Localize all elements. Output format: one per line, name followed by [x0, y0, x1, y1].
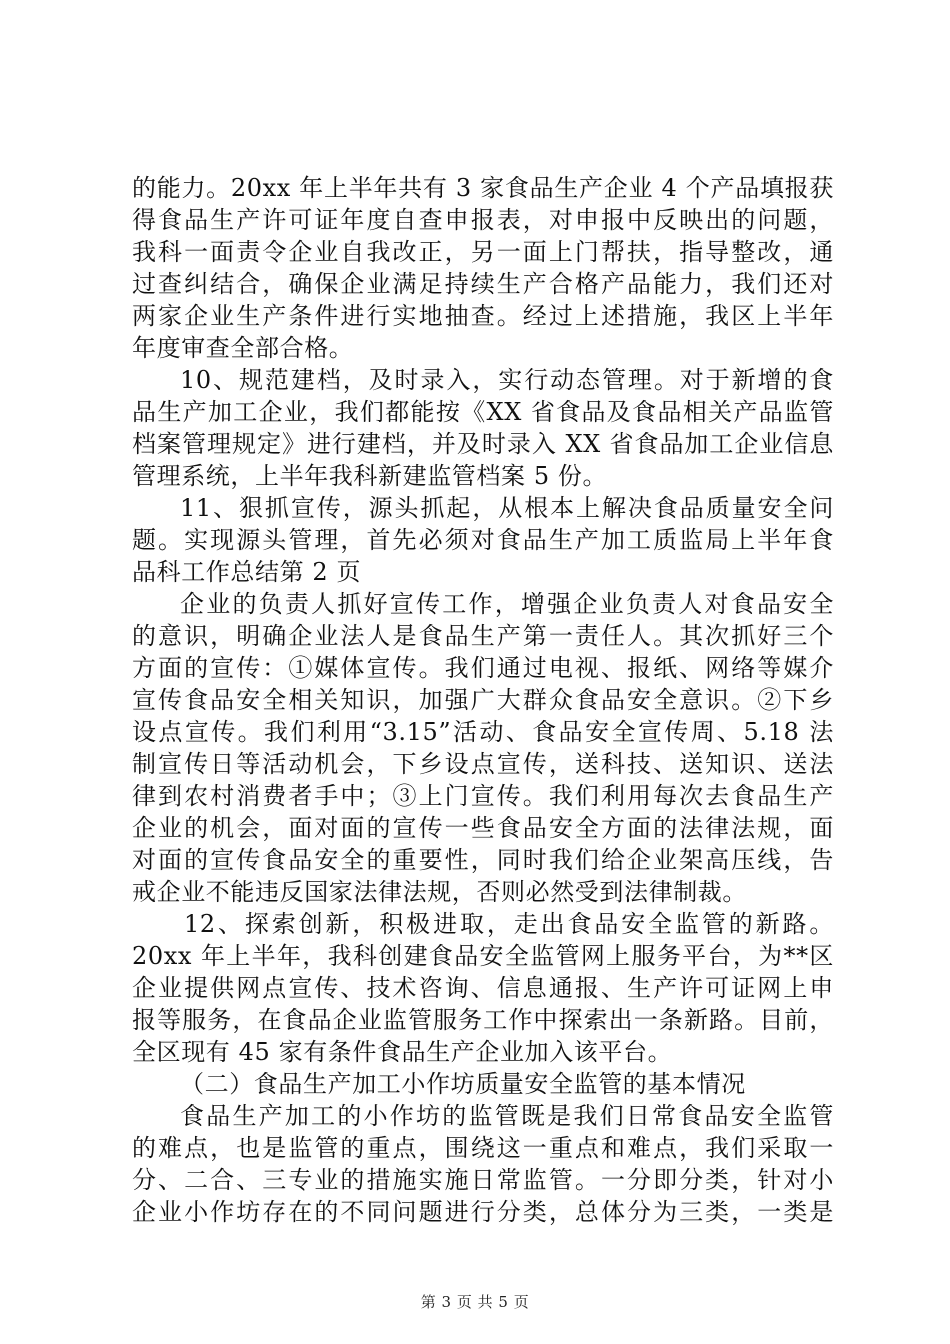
- text-line: 品生产加工企业，我们都能按《XX 省食品及食品相关产品监管: [132, 398, 834, 426]
- page-number-footer: 第 3 页 共 5 页: [420, 1293, 530, 1311]
- text-line: 得食品生产许可证年度自查申报表，对申报中反映出的问题，: [132, 206, 834, 234]
- text-line: 年度审查全部合格。: [132, 334, 354, 362]
- text-line: 两家企业生产条件进行实地抽查。经过上述措施，我区上半年: [132, 302, 834, 330]
- text-line: 题。实现源头管理，首先必须对食品生产加工质监局上半年食: [132, 526, 834, 554]
- text-line: 制宣传日等活动机会，下乡设点宣传，送科技、送知识、送法: [132, 750, 834, 778]
- text-line: 全区现有 45 家有条件食品生产企业加入该平台。: [132, 1038, 673, 1066]
- text-line: 对面的宣传食品安全的重要性，同时我们给企业架高压线，告: [132, 846, 834, 874]
- text-line: 食品生产加工的小作坊的监管既是我们日常食品安全监管: [180, 1102, 834, 1130]
- text-line: 设点宣传。我们利用“3.15”活动、食品安全宣传周、5.18 法: [132, 718, 834, 746]
- text-line: 过查纠结合，确保企业满足持续生产合格产品能力，我们还对: [132, 270, 834, 298]
- text-line: 20xx 年上半年，我科创建食品安全监管网上服务平台，为**区: [132, 942, 834, 970]
- text-line: 10、规范建档，及时录入，实行动态管理。对于新增的食: [180, 366, 834, 394]
- text-line: 分、二合、三专业的措施实施日常监管。一分即分类，针对小: [132, 1166, 834, 1194]
- text-line: 方面的宣传：①媒体宣传。我们通过电视、报纸、网络等媒介: [132, 654, 834, 682]
- text-line: 12、探索创新，积极进取，走出食品安全监管的新路。: [184, 910, 834, 938]
- text-line: 品科工作总结第 2 页: [132, 558, 362, 586]
- text-line: 管理系统，上半年我科新建监管档案 5 份。: [132, 462, 608, 490]
- text-line: 11、狠抓宣传，源头抓起，从根本上解决食品质量安全问: [180, 494, 834, 522]
- text-line: 企业的负责人抓好宣传工作，增强企业负责人对食品安全: [180, 590, 834, 618]
- text-line: 我科一面责令企业自我改正，另一面上门帮扶，指导整改，通: [132, 238, 834, 266]
- section-heading: （二）食品生产加工小作坊质量安全监管的基本情况: [180, 1070, 746, 1098]
- text-line: 报等服务，在食品企业监管服务工作中探索出一条新路。目前，: [132, 1006, 834, 1034]
- text-line: 的难点，也是监管的重点，围绕这一重点和难点，我们采取一: [132, 1134, 834, 1162]
- text-line: 企业提供网点宣传、技术咨询、信息通报、生产许可证网上申: [132, 974, 834, 1002]
- text-line: 的能力。20xx 年上半年共有 3 家食品生产企业 4 个产品填报获: [132, 174, 834, 202]
- text-line: 档案管理规定》进行建档，并及时录入 XX 省食品加工企业信息: [132, 430, 834, 458]
- text-line: 企业的机会，面对面的宣传一些食品安全方面的法律法规，面: [132, 814, 834, 842]
- text-line: 的意识，明确企业法人是食品生产第一责任人。其次抓好三个: [132, 622, 834, 650]
- text-line: 律到农村消费者手中；③上门宣传。我们利用每次去食品生产: [132, 782, 834, 810]
- text-line: 宣传食品安全相关知识，加强广大群众食品安全意识。②下乡: [132, 686, 834, 714]
- text-line: 戒企业不能违反国家法律法规，否则必然受到法律制裁。: [132, 878, 747, 906]
- text-line: 企业小作坊存在的不同问题进行分类，总体分为三类，一类是: [132, 1198, 834, 1226]
- body-text: [132, 172, 834, 1228]
